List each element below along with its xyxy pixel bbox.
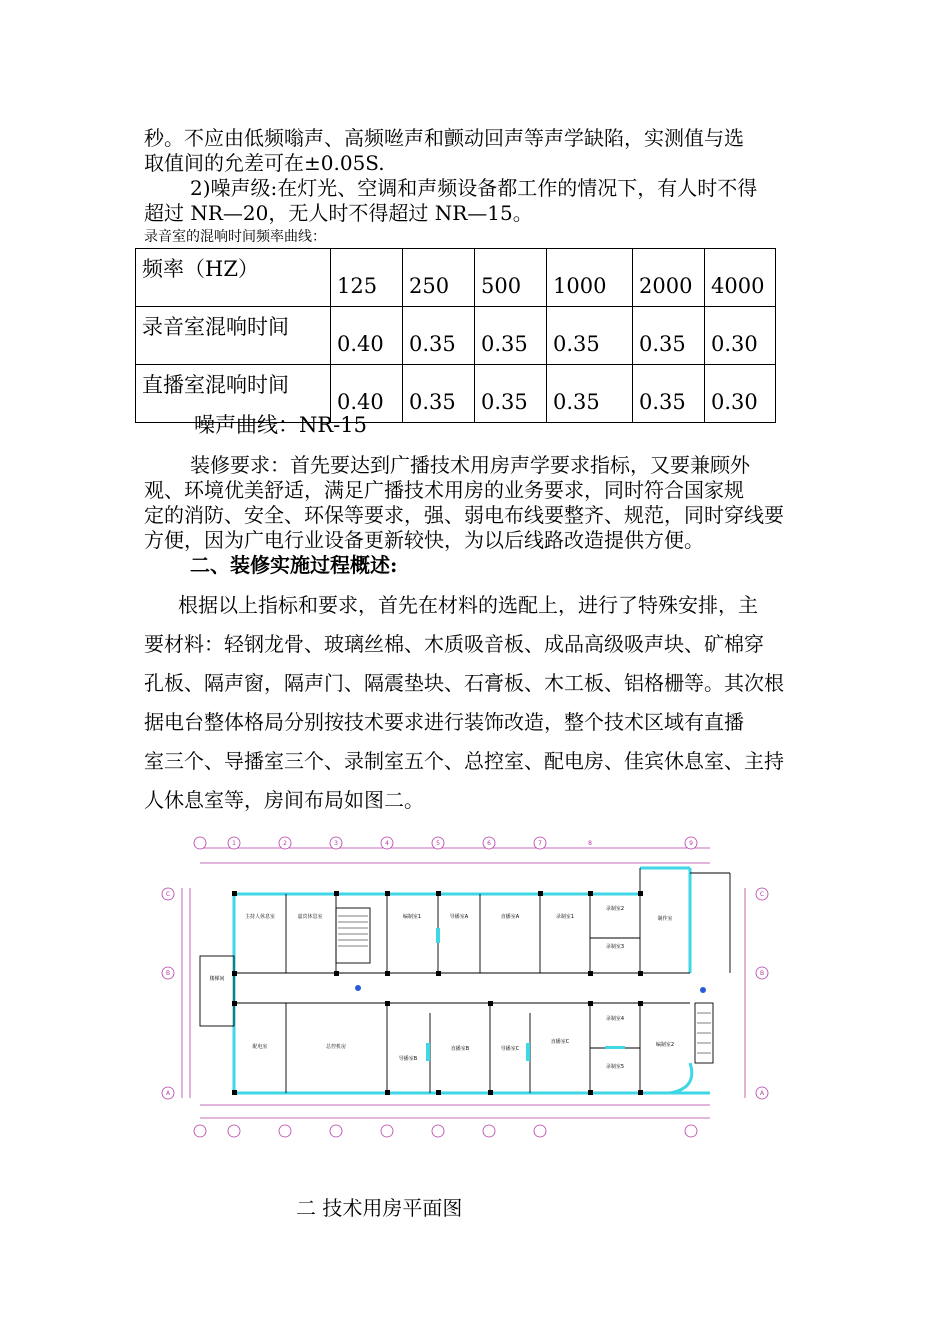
- svg-text:B: B: [759, 970, 765, 977]
- reverb-table: [135, 248, 776, 423]
- svg-text:导播室B: 导播室B: [398, 1056, 418, 1062]
- noise-curve-line: 噪声曲线：NR-15: [194, 413, 368, 437]
- paragraph-line: 根据以上指标和要求，首先在材料的选配上，进行了特殊安排，主: [178, 593, 758, 617]
- corridor-markers: [355, 985, 706, 993]
- interior-walls: [200, 868, 730, 1093]
- section-heading: 二、装修实施过程概述:: [190, 553, 398, 577]
- table-header-cell: 1000: [547, 249, 633, 307]
- table-cell: 0.40: [331, 307, 403, 365]
- table-header-cell: 500: [475, 249, 547, 307]
- table-cell: 0.30: [705, 365, 776, 423]
- svg-text:录制室2: 录制室2: [605, 906, 625, 912]
- svg-text:1: 1: [232, 840, 236, 847]
- top-dimension-lines: [182, 848, 745, 1118]
- svg-text:楼梯间: 楼梯间: [209, 976, 225, 982]
- svg-text:7: 7: [538, 840, 542, 847]
- svg-text:A: A: [759, 1090, 765, 1097]
- table-row: [136, 307, 776, 365]
- svg-text:导播室A: 导播室A: [449, 914, 469, 920]
- floor-plan: [150, 828, 780, 1148]
- table-cell: 0.40: [331, 365, 403, 423]
- paragraph-line: 要材料：轻钢龙骨、玻璃丝棉、木质吸音板、成品高级吸声块、矿棉穿: [144, 632, 764, 656]
- paragraph-line: 据电台整体格局分别按技术要求进行装饰改造，整个技术区域有直播: [144, 710, 744, 734]
- table-cell: 0.35: [475, 307, 547, 365]
- svg-text:直播室A: 直播室A: [500, 914, 520, 920]
- svg-text:制作室: 制作室: [657, 916, 673, 922]
- paragraph-line: 方便，因为广电行业设备更新较快，为以后线路改造提供方便。: [144, 528, 704, 552]
- table-header-row: [136, 249, 776, 307]
- svg-text:A: A: [165, 1090, 171, 1097]
- table-cell: 录音室混响时间: [136, 307, 331, 365]
- table-cell: 0.35: [547, 365, 633, 423]
- paragraph-line: 人休息室等，房间布局如图二。: [144, 788, 424, 812]
- paragraph-line: 室三个、导播室三个、录制室五个、总控室、配电房、佳宾休息室、主持: [144, 749, 784, 773]
- svg-text:总控机房: 总控机房: [325, 1044, 347, 1050]
- paragraph-line: 孔板、隔声窗，隔声门、隔震垫块、石膏板、木工板、铝格栅等。其次根: [144, 671, 784, 695]
- svg-text:嘉宾休息室: 嘉宾休息室: [297, 914, 323, 920]
- svg-text:4: 4: [385, 840, 389, 847]
- svg-text:编制室1: 编制室1: [402, 914, 422, 920]
- svg-text:录制室1: 录制室1: [555, 914, 575, 920]
- svg-text:6: 6: [487, 840, 491, 847]
- figure-caption: 二 技术用房平面图: [296, 1196, 463, 1220]
- svg-text:配电室: 配电室: [252, 1044, 268, 1050]
- table-header-cell: 250: [403, 249, 475, 307]
- svg-text:录制室3: 录制室3: [605, 944, 625, 950]
- columns: [232, 891, 643, 1095]
- paragraph-line: 超过 NR—20，无人时不得超过 NR—15。: [144, 201, 533, 225]
- table-cell: 0.30: [705, 307, 776, 365]
- paragraph-line: 秒。不应由低频嗡声、高频咝声和颤动回声等声学缺陷，实测值与选: [144, 126, 744, 150]
- svg-text:9: 9: [689, 840, 693, 847]
- svg-text:直播室B: 直播室B: [450, 1046, 470, 1052]
- table-cell: 0.35: [633, 365, 705, 423]
- svg-text:3: 3: [334, 840, 338, 847]
- svg-text:C: C: [759, 891, 765, 898]
- paragraph-line: 2)噪声级:在灯光、空调和声频设备都工作的情况下，有人时不得: [190, 176, 758, 200]
- svg-text:录制室4: 录制室4: [605, 1016, 625, 1022]
- table-cell: 0.35: [403, 365, 475, 423]
- table-header-cell: 125: [331, 249, 403, 307]
- table-header-cell: 频率（HZ）: [136, 249, 331, 307]
- paragraph-line: 定的消防、安全、环保等要求，强、弱电布线要整齐、规范，同时穿线要: [144, 503, 784, 527]
- svg-text:编制室2: 编制室2: [655, 1042, 675, 1048]
- outer-walls: [234, 868, 710, 1093]
- room-labels: [209, 905, 674, 1070]
- stairs: [338, 916, 711, 1053]
- paragraph-line: 取值间的允差可在±0.05S.: [144, 151, 385, 175]
- svg-text:B: B: [165, 970, 171, 977]
- table-caption: 录音室的混响时间频率曲线：: [144, 229, 326, 245]
- table-cell: 0.35: [475, 365, 547, 423]
- svg-text:5: 5: [436, 840, 440, 847]
- paragraph-line: 装修要求：首先要达到广播技术用房声学要求指标，又要兼顾外: [190, 453, 750, 477]
- table-header-cell: 2000: [633, 249, 705, 307]
- svg-text:主持人休息室: 主持人休息室: [244, 914, 276, 920]
- table-cell: 0.35: [633, 307, 705, 365]
- svg-text:直播室C: 直播室C: [550, 1039, 570, 1045]
- paragraph-line: 观、环境优美舒适，满足广播技术用房的业务要求，同时符合国家规: [144, 478, 744, 502]
- svg-text:录制室5: 录制室5: [605, 1064, 625, 1070]
- grid-labels: [166, 840, 765, 1097]
- observation-windows: [426, 928, 625, 1061]
- table-header-cell: 4000: [705, 249, 776, 307]
- svg-text:C: C: [165, 891, 171, 898]
- svg-text:导播室C: 导播室C: [500, 1046, 520, 1052]
- table-cell: 直播室混响时间: [136, 365, 331, 423]
- table-cell: 0.35: [403, 307, 475, 365]
- svg-text:8: 8: [588, 840, 592, 847]
- table-cell: 0.35: [547, 307, 633, 365]
- svg-text:2: 2: [283, 840, 287, 847]
